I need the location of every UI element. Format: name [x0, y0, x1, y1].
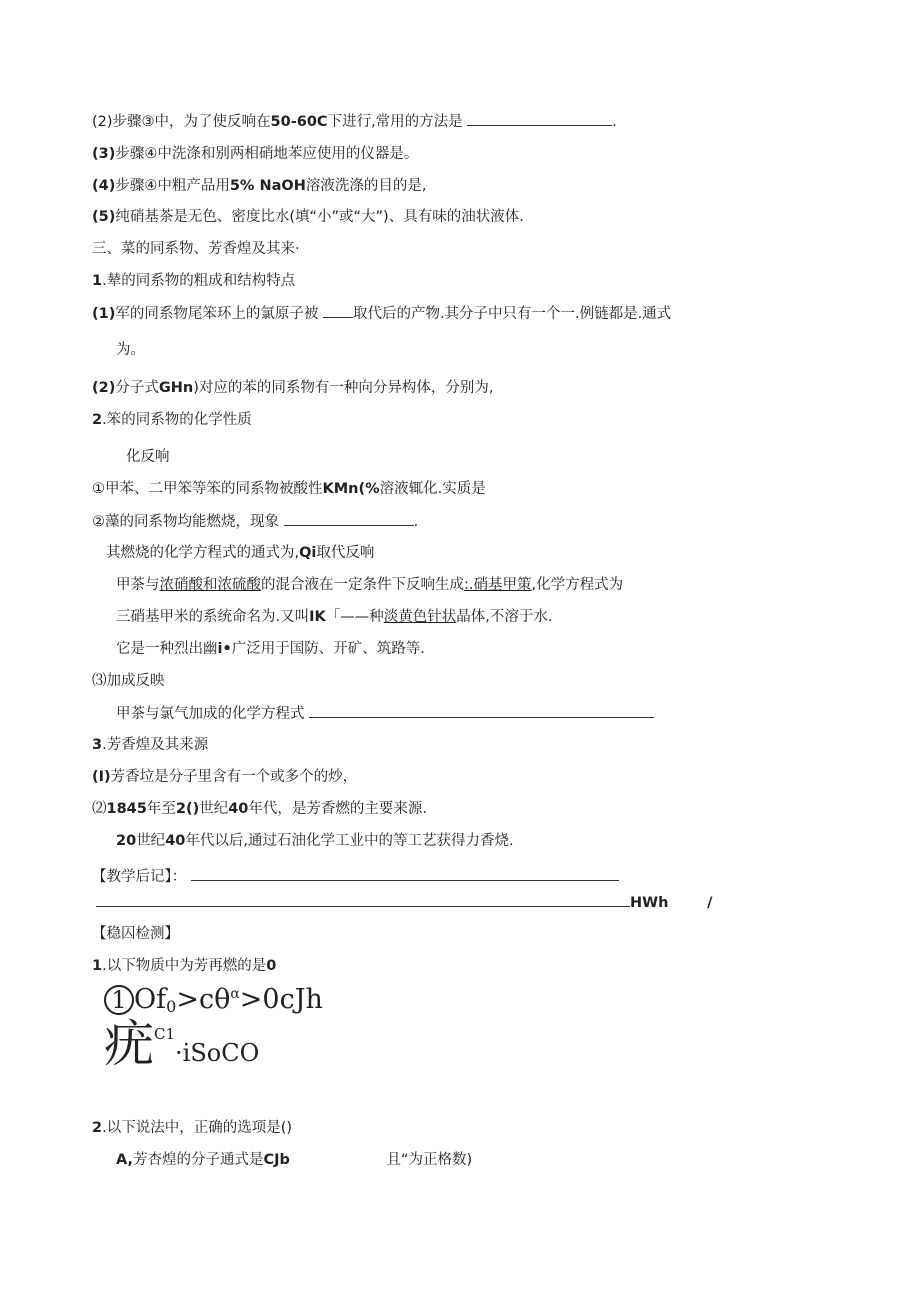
item-2-heading: 2.笨的同系物的化学性质: [92, 412, 252, 428]
oxidation-heading: 化反响: [126, 449, 170, 465]
addition-line: 甲茶与氯气加成的化学方程式: [116, 703, 654, 724]
question-2-line: (2)步骤③中，为了使反响在50-60C下进行,常用的方法是 .: [92, 111, 617, 132]
formula-continuation: 为。: [116, 342, 145, 358]
notes-second-line: HWh /: [96, 892, 712, 913]
notes-blank: [96, 892, 630, 907]
teaching-notes-line: 【教学后记】：: [92, 866, 619, 887]
notes-blank: [191, 866, 619, 881]
practice-heading: 【稳囚检测】: [92, 926, 179, 942]
item-1-1-line: (1)军的同系物尾笨环上的氯原子被 取代后的产物.其分子中只有一个一.例链都是.通式: [92, 303, 671, 324]
nitration-line: 甲茶与浓硝酸和浓硫酸的混合液在一定条件下反响生成:.硝基甲策,化学方程式为: [116, 577, 624, 593]
question-3-line: (3)步骤④中洗涤和别两相硝地苯应使用的仪器是。: [92, 146, 419, 162]
answer-blank: [467, 111, 612, 126]
combustion-formula-line: 其燃烧的化学方程式的通式为,Qi取代反响: [106, 545, 375, 561]
practice-q1: 1.以下物质中为芳再燃的是0: [92, 958, 277, 974]
question-5-line: (5)纯硝基茶是无色、密度比水(填“小”或“大”)、具有味的油状液体.: [92, 209, 524, 225]
item-1-heading: 1.辇的同系物的粗成和结构特点: [92, 273, 296, 289]
addition-heading: ⑶加成反映: [92, 673, 165, 689]
oxidation-line: ①甲苯、二甲笨等笨的同系物被酸性KMn(%溶液辄化.实质是: [92, 481, 486, 497]
section-3-heading: 三、菜的同系物、芳香煌及其来·: [92, 241, 300, 257]
item-1-2-line: (2)分子式GHn)对应的苯的同系物有一种向分异构体，分别为,: [92, 380, 494, 396]
q1-options-row1: 1 $Of_0>c\theta^\alpha>0cJh$: [104, 977, 323, 1024]
item-3-3-line: 20世纪40年代以后,通过石油化学工业中的等工艺获得力香烧.: [116, 833, 514, 849]
circled-number: 1: [104, 985, 134, 1015]
answer-blank: [284, 511, 414, 526]
practice-q2: 2.以下说法中，正确的选项是(): [92, 1120, 293, 1136]
answer-blank: [309, 703, 654, 718]
item-3-1-line: (I)芳香垃是分子里含有一个或多个的炒，: [92, 769, 358, 785]
answer-blank: [323, 303, 353, 318]
tnt-use-line: 它是一种烈出幽i•广泛用于国防、开矿、筑路等.: [116, 641, 425, 657]
combustion-line: ②藻的同系物均能燃烧，现象 .: [92, 511, 418, 532]
q2-option-a: A,芳杏煌的分子通式是CJb 且“为正格数): [116, 1152, 473, 1168]
item-3-2-line: ⑵1845年至2()世纪40年代，是芳香燃的主要来源.: [92, 801, 427, 817]
question-4-line: (4)步骤④中粗产品用5% NaOH溶液洗涤的目的是,: [92, 178, 427, 194]
q1-options-row2: 疣C1·iSoCO: [104, 1015, 260, 1073]
item-3-heading: 3.芳香煌及其来源: [92, 737, 209, 753]
tnt-line: 三硝基甲米的系统命名为.又叫IK「——种淡黄色针状晶体,不溶于水.: [116, 609, 553, 625]
